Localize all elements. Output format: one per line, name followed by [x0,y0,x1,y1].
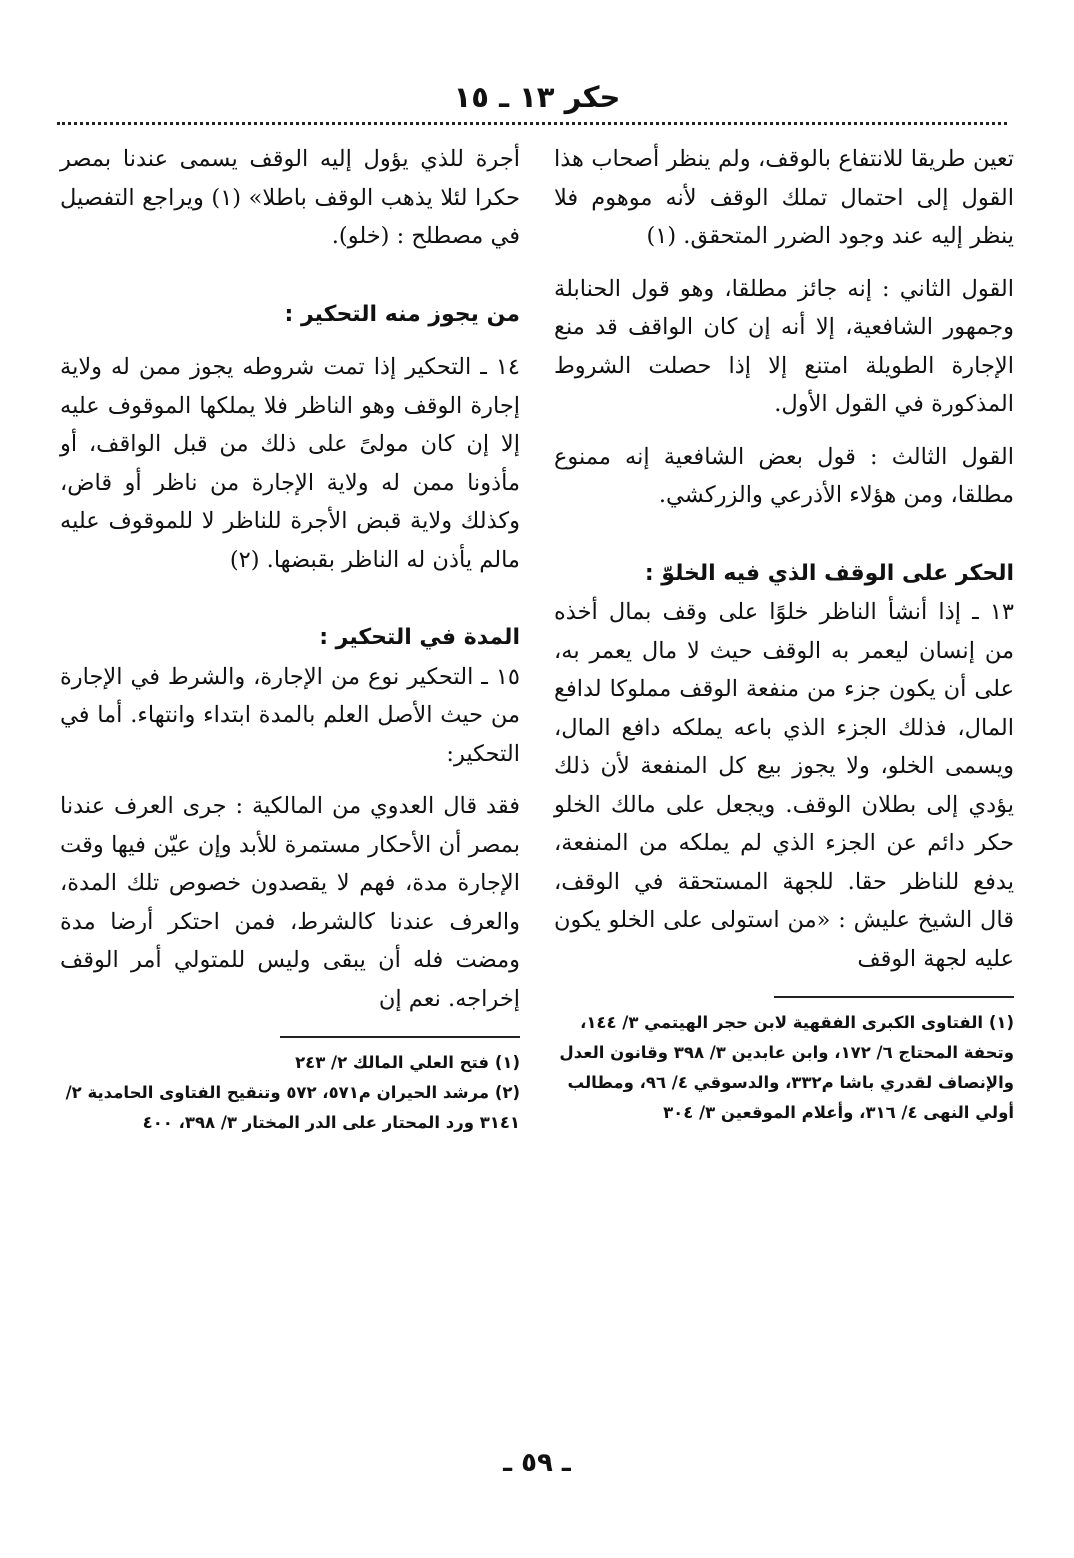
paragraph: فقد قال العدوي من المالكية : جرى العرف عندنا بمصر أن الأحكار مستمرة للأبد وإن عيّن فيها وقت الإجارة مدة، فهم لا يقصدون خصوص تلك المدة، والعرف عندنا كالشرط، فمن احتكر أرضا مدة ومضت فله أن يبقى وليس للمتولي أمر الوقف إخراجه. نعم إن [60,793,520,1012]
section-heading: المدة في التحكير : [319,625,520,650]
paragraph: القول الثالث : قول بعض الشافعية إنه ممنوع مطلقا، ومن هؤلاء الأذرعي والزركشي. [554,443,1014,508]
page-number: ـ ٥٩ ـ [503,1448,571,1478]
footnote-rule [280,1036,520,1038]
section-heading: الحكر على الوقف الذي فيه الخلوّ : [644,560,1014,586]
footnote: (١) الفتاوى الكبرى الفقهية لابن حجر الهيتمي ٣/ ١٤٤، وتحفة المحتاج ٦/ ١٧٢، وابن عابدين ٣/ ٣٩٨ وقانون العدل والإنصاف لقدري باشا م٣٣٢، والدسوقي ٤/ ٩٦، ومطالب أولي النهى ٤/ ٣١٦، وأعلام الموقعين ٣/ ٣٠٤ [559,1013,1014,1122]
paragraph: ١٣ ـ إذا أنشأ الناظر خلوًا على وقف بمال أخذه من إنسان ليعمر به الوقف حيث لا مال يعمر به، على أن يكون جزء من منفعة الوقف مملوكا لدافع المال، فذلك الجزء الذي باعه يملكه دافع المال، ويسمى الخلو، ولا يجوز بيع كل المنفعة لأن ذلك يؤدي إلى بطلان الوقف. ويجعل على مالك الخلو حكر دائم عن الجزء الذي لم يملكه من المنفعة، يدفع للناظر حقا. للجهة المستحقة في الوقف، قال الشيخ عليش : «من استولى على الخلو يكون عليه لجهة الوقف [554,599,1014,972]
footnote-rule [774,996,1014,998]
paragraph: ١٥ ـ التحكير نوع من الإجارة، والشرط في الإجارة من حيث الأصل العلم بالمدة ابتداء وانتهاء. أما في التحكير: [60,663,520,767]
header-dotted-rule [57,122,1007,125]
left-column [60,140,520,1138]
footnote: (٢) مرشد الحيران م٥٧١، ٥٧٢ وتنقيح الفتاوى الحامدية ٢/ ٣١٤١ ورد المحتار على الدر المختار ٣/ ٣٩٨، ٤٠٠ [65,1083,520,1132]
paragraph: القول الثاني : إنه جائز مطلقا، وهو قول الحنابلة وجمهور الشافعية، إلا أنه إن كان الواقف قد منع الإجارة الطويلة امتنع إلا إذا حصلت الشروط المذكورة في القول الأول. [554,275,1014,417]
footnote: (١) فتح العلي المالك ٢/ ٢٤٣ [295,1053,520,1072]
paragraph: تعين طريقا للانتفاع بالوقف، ولم ينظر أصحاب هذا القول إلى احتمال تملك الوقف لأنه موهوم فلا ينظر إليه عند وجود الضرر المتحقق. (١) [554,146,1014,249]
section-spacer [554,515,1014,555]
right-column [554,140,1014,1128]
section-spacer [60,579,520,619]
running-header: حكر ١٣ ـ ١٥ [453,80,621,114]
paragraph: أجرة للذي يؤول إليه الوقف يسمى عندنا بمصر حكرا لئلا يذهب الوقف باطلا» (١) ويراجع التفصيل في مصطلح : (خلو). [60,146,520,249]
section-heading: من يجوز منه التحكير : [284,301,520,327]
paragraph: ١٤ ـ التحكير إذا تمت شروطه يجوز ممن له ولاية إجارة الوقف وهو الناظر فلا يملكها الموقوف عليه إلا إن كان مولىً على ذلك من قبل الواقف، أو مأذونا ممن له ولاية الإجارة من ناظر أو قاض، وكذلك ولاية قبض الأجرة للناظر لا للموقوف عليه مالم يأذن له الناظر بقبضها. (٢) [60,354,520,573]
section-spacer [60,256,520,296]
